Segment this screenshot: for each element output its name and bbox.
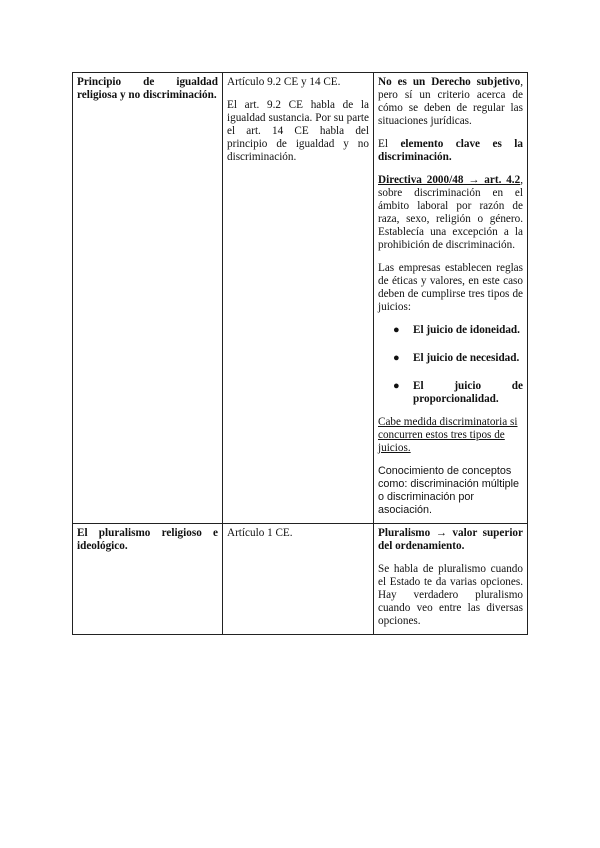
note-paragraph <box>378 527 523 553</box>
article-cell <box>223 524 374 635</box>
note-bold: Pluralismo → valor superior del ordenamiento. <box>378 527 523 552</box>
note-paragraph <box>378 138 523 164</box>
note-paragraph <box>378 174 523 252</box>
article-ref: Artículo 9.2 CE y 14 CE. <box>227 76 341 88</box>
table-row <box>73 524 528 635</box>
note-bold: elemento clave es la discriminación. <box>378 138 523 163</box>
note-text: , pero sí un criterio acerca de cómo se deben de regular las situaciones jurídicas. <box>378 76 523 127</box>
article-ref: Artículo 1 CE. <box>227 527 293 539</box>
principle-cell <box>73 524 223 635</box>
note-paragraph: Se habla de pluralismo cuando el Estado te da varias opciones. Hay verdadero pluralismo cuando veo entre las diversas opciones. <box>378 563 523 627</box>
note-text: , sobre discriminación en el ámbito laboral por razón de raza, sexo, religión o género. Establecía una excepción a la prohibición de discriminación. <box>378 174 523 251</box>
note-text: El <box>378 138 401 150</box>
principles-table <box>72 72 528 635</box>
directive-reference: Directiva 2000/48 → art. 4.2 <box>378 174 521 186</box>
table-row <box>73 73 528 524</box>
bullet-icon: ● <box>393 380 400 392</box>
bullet-icon: ● <box>393 352 400 364</box>
judgment-text: El juicio de necesidad. <box>413 352 520 364</box>
judgments-list <box>378 324 523 406</box>
notes-cell <box>374 73 528 524</box>
judgment-text: El juicio de idoneidad. <box>413 324 520 336</box>
note-paragraph <box>378 76 523 128</box>
list-item <box>393 324 523 337</box>
principle-title: Principio de igualdad religiosa y no discriminación. <box>77 76 218 101</box>
list-item <box>393 380 523 406</box>
note-paragraph: Conocimiento de conceptos como: discriminación múltiple o discriminación por asociación. <box>378 465 520 516</box>
article-note: El art. 9.2 CE habla de la igualdad sustancia. Por su parte el art. 14 CE habla del principio de igualdad y no discriminación. <box>227 99 369 163</box>
note-bold: No es un Derecho subjetivo <box>378 76 521 88</box>
principle-title: El pluralismo religioso e ideológico. <box>77 527 218 552</box>
principle-cell <box>73 73 223 524</box>
note-paragraph: Las empresas establecen reglas de éticas y valores, en este caso deben de cumplirse tres tipos de juicios: <box>378 262 523 313</box>
judgment-text: El juicio de proporcionalidad. <box>413 380 523 405</box>
article-cell <box>223 73 374 524</box>
bullet-icon: ● <box>393 324 400 336</box>
notes-cell <box>374 524 528 635</box>
list-item <box>393 352 523 365</box>
note-paragraph: Cabe medida discriminatoria si concurren estos tres tipos de juicios. <box>378 416 518 454</box>
